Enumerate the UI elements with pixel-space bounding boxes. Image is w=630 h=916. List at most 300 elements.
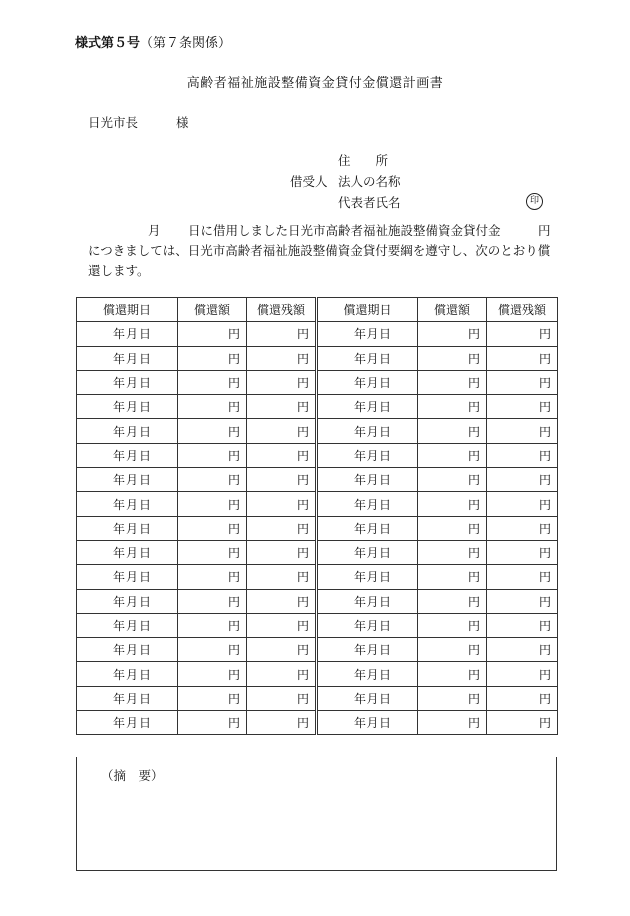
amount-cell[interactable] (247, 443, 317, 467)
table-row (77, 322, 558, 346)
year-label: 年 (354, 691, 367, 706)
table-row (77, 370, 558, 394)
yen-unit: 円 (467, 400, 480, 415)
yen-unit: 円 (467, 716, 480, 731)
month-label: 月 (366, 497, 379, 512)
yen-unit: 円 (467, 570, 480, 585)
yen-unit: 円 (467, 497, 480, 512)
amount-cell[interactable] (418, 540, 487, 564)
yen-unit: 円 (296, 716, 309, 731)
body-yen: 円 (538, 223, 551, 238)
year-label: 年 (113, 376, 126, 391)
month-label: 月 (366, 716, 379, 731)
amount-cell[interactable] (487, 711, 558, 735)
header-repayment-date: 償還期日 (317, 298, 418, 322)
day-label: 日 (138, 473, 151, 488)
table-row (77, 419, 558, 443)
year-label: 年 (113, 351, 126, 366)
amount-cell[interactable] (247, 346, 317, 370)
yen-unit: 円 (538, 473, 551, 488)
form-number-ref: （第７条関係） (140, 36, 232, 51)
header-repayment-date: 償還期日 (77, 298, 178, 322)
amount-cell[interactable] (178, 492, 247, 516)
yen-unit: 円 (296, 521, 309, 536)
yen-unit: 円 (467, 327, 480, 342)
year-label: 年 (354, 594, 367, 609)
date-cell[interactable] (317, 492, 418, 516)
amount-cell[interactable] (487, 589, 558, 613)
yen-unit: 円 (467, 448, 480, 463)
yen-unit: 円 (538, 327, 551, 342)
day-label: 日 (378, 351, 391, 366)
yen-unit: 円 (538, 594, 551, 609)
yen-unit: 円 (467, 546, 480, 561)
date-cell[interactable] (77, 711, 178, 735)
year-label: 年 (354, 327, 367, 342)
day-label: 日 (378, 667, 391, 682)
yen-unit: 円 (538, 376, 551, 391)
form-number-main: 様式第５号 (75, 36, 141, 51)
amount-cell[interactable] (487, 443, 558, 467)
year-label: 年 (113, 546, 126, 561)
year-label: 年 (113, 521, 126, 536)
yen-unit: 円 (227, 594, 240, 609)
date-cell[interactable] (77, 370, 178, 394)
amount-cell[interactable] (418, 492, 487, 516)
amount-cell[interactable] (178, 540, 247, 564)
year-label: 年 (354, 619, 367, 633)
month-label: 月 (366, 400, 379, 415)
amount-cell[interactable] (418, 346, 487, 370)
yen-unit: 円 (538, 643, 551, 658)
year-label: 年 (113, 691, 126, 706)
yen-unit: 円 (538, 619, 551, 633)
amount-cell[interactable] (178, 395, 247, 419)
amount-cell[interactable] (178, 613, 247, 637)
date-cell[interactable] (317, 395, 418, 419)
date-cell[interactable] (317, 589, 418, 613)
addressee-name: 日光市長 (88, 115, 139, 130)
day-label: 日 (378, 400, 391, 415)
yen-unit: 円 (296, 691, 309, 706)
date-cell[interactable] (77, 638, 178, 662)
day-label: 日 (138, 497, 151, 512)
date-cell[interactable] (317, 419, 418, 443)
yen-unit: 円 (227, 546, 240, 561)
date-cell[interactable] (77, 686, 178, 710)
yen-unit: 円 (227, 424, 240, 439)
date-cell[interactable] (317, 346, 418, 370)
date-cell[interactable] (317, 322, 418, 346)
day-label: 日 (378, 570, 391, 585)
yen-unit: 円 (296, 667, 309, 682)
amount-cell[interactable] (487, 613, 558, 637)
date-cell[interactable] (317, 613, 418, 637)
day-label: 日 (378, 594, 391, 609)
table-row (77, 346, 558, 370)
amount-cell[interactable] (247, 322, 317, 346)
amount-cell[interactable] (487, 346, 558, 370)
amount-cell[interactable] (418, 419, 487, 443)
address-label: 住 所 (338, 153, 389, 168)
amount-cell[interactable] (247, 419, 317, 443)
yen-unit: 円 (538, 497, 551, 512)
month-label: 月 (125, 497, 138, 512)
day-label: 日 (138, 546, 151, 561)
month-label: 月 (366, 594, 379, 609)
year-label: 年 (113, 424, 126, 439)
day-label: 日 (378, 619, 391, 633)
year-label: 年 (113, 716, 126, 731)
year-label: 年 (354, 376, 367, 391)
date-cell[interactable] (77, 589, 178, 613)
date-cell[interactable] (77, 516, 178, 540)
month-label: 月 (125, 594, 138, 609)
day-label: 日 (138, 594, 151, 609)
table-row (77, 565, 558, 589)
amount-cell[interactable] (418, 395, 487, 419)
date-cell[interactable] (77, 419, 178, 443)
table-row (77, 638, 558, 662)
month-label: 月 (366, 546, 379, 561)
month-label: 月 (366, 327, 379, 342)
year-label: 年 (113, 594, 126, 609)
header-repayment-amount: 償還額 (418, 298, 487, 322)
yen-unit: 円 (227, 619, 240, 633)
table-row (77, 613, 558, 637)
date-cell[interactable] (77, 443, 178, 467)
date-cell[interactable] (317, 686, 418, 710)
yen-unit: 円 (227, 691, 240, 706)
day-label: 日 (378, 643, 391, 658)
amount-cell[interactable] (247, 370, 317, 394)
month-label: 月 (366, 619, 379, 633)
year-label: 年 (354, 643, 367, 658)
remarks-box (76, 757, 557, 871)
day-label: 日 (138, 667, 151, 682)
body-paragraph (88, 221, 552, 281)
date-cell[interactable] (77, 346, 178, 370)
addressee-suffix: 様 (176, 115, 189, 130)
date-cell[interactable] (317, 565, 418, 589)
amount-cell[interactable] (247, 613, 317, 637)
yen-unit: 円 (538, 400, 551, 415)
repayment-schedule-table (76, 297, 558, 735)
yen-unit: 円 (227, 643, 240, 658)
header-remaining-balance: 償還残額 (487, 298, 558, 322)
year-label: 年 (113, 570, 126, 585)
year-label: 年 (113, 667, 126, 682)
date-cell[interactable] (317, 370, 418, 394)
amount-cell[interactable] (418, 468, 487, 492)
amount-cell[interactable] (247, 638, 317, 662)
year-label: 年 (113, 327, 126, 342)
day-label: 日 (138, 691, 151, 706)
month-label: 月 (125, 424, 138, 439)
yen-unit: 円 (538, 351, 551, 366)
amount-cell[interactable] (418, 589, 487, 613)
seal-mark: 印 (526, 193, 543, 210)
amount-cell[interactable] (418, 638, 487, 662)
yen-unit: 円 (227, 521, 240, 536)
amount-cell[interactable] (487, 540, 558, 564)
addressee (88, 113, 189, 131)
amount-cell[interactable] (487, 638, 558, 662)
year-label: 年 (113, 400, 126, 415)
body-day-text: 日に借用しました日光市高齢者福祉施設整備資金貸付金 (188, 223, 501, 238)
month-label: 月 (125, 716, 138, 731)
table-row (77, 516, 558, 540)
amount-cell[interactable] (247, 468, 317, 492)
table-header-row (77, 298, 558, 322)
yen-unit: 円 (467, 521, 480, 536)
day-label: 日 (378, 497, 391, 512)
amount-cell[interactable] (247, 492, 317, 516)
header-remaining-balance: 償還残額 (247, 298, 317, 322)
table-row (77, 443, 558, 467)
month-label: 月 (366, 424, 379, 439)
month-label: 月 (125, 351, 138, 366)
day-label: 日 (138, 619, 151, 633)
day-label: 日 (138, 424, 151, 439)
table-row (77, 540, 558, 564)
year-label: 年 (113, 497, 126, 512)
date-cell[interactable] (77, 565, 178, 589)
month-label: 月 (125, 521, 138, 536)
yen-unit: 円 (227, 497, 240, 512)
year-label: 年 (113, 473, 126, 488)
yen-unit: 円 (296, 546, 309, 561)
day-label: 日 (138, 327, 151, 342)
month-label: 月 (366, 351, 379, 366)
yen-unit: 円 (467, 691, 480, 706)
date-cell[interactable] (317, 662, 418, 686)
month-label: 月 (366, 570, 379, 585)
month-label: 月 (125, 327, 138, 342)
yen-unit: 円 (296, 570, 309, 585)
amount-cell[interactable] (247, 565, 317, 589)
yen-unit: 円 (296, 594, 309, 609)
amount-cell[interactable] (487, 322, 558, 346)
amount-cell[interactable] (247, 711, 317, 735)
month-label: 月 (366, 376, 379, 391)
month-label: 月 (125, 376, 138, 391)
yen-unit: 円 (227, 667, 240, 682)
month-label: 月 (366, 643, 379, 658)
document-title: 高齢者福祉施設整備資金貸付金償還計画書 (186, 76, 444, 91)
year-label: 年 (354, 497, 367, 512)
amount-cell[interactable] (178, 589, 247, 613)
yen-unit: 円 (467, 376, 480, 391)
yen-unit: 円 (296, 376, 309, 391)
year-label: 年 (354, 351, 367, 366)
amount-cell[interactable] (247, 662, 317, 686)
corporation-name-label: 法人の名称 (338, 174, 401, 189)
day-label: 日 (138, 521, 151, 536)
day-label: 日 (378, 546, 391, 561)
amount-cell[interactable] (418, 686, 487, 710)
day-label: 日 (378, 521, 391, 536)
amount-cell[interactable] (418, 711, 487, 735)
year-label: 年 (113, 643, 126, 658)
date-cell[interactable] (317, 638, 418, 662)
yen-unit: 円 (538, 448, 551, 463)
amount-cell[interactable] (178, 516, 247, 540)
amount-cell[interactable] (487, 516, 558, 540)
yen-unit: 円 (227, 400, 240, 415)
remarks-label: （摘 要） (101, 768, 164, 783)
body-rest: につきましては、日光市高齢者福祉施設整備資金貸付要綱を遵守し、次のとおり償還します。 (88, 243, 551, 278)
amount-cell[interactable] (178, 419, 247, 443)
amount-cell[interactable] (178, 662, 247, 686)
amount-cell[interactable] (178, 370, 247, 394)
amount-cell[interactable] (418, 613, 487, 637)
yen-unit: 円 (467, 643, 480, 658)
amount-cell[interactable] (178, 686, 247, 710)
amount-cell[interactable] (178, 638, 247, 662)
yen-unit: 円 (227, 473, 240, 488)
amount-cell[interactable] (487, 686, 558, 710)
day-label: 日 (378, 473, 391, 488)
day-label: 日 (378, 716, 391, 731)
yen-unit: 円 (467, 424, 480, 439)
day-label: 日 (378, 424, 391, 439)
yen-unit: 円 (296, 400, 309, 415)
amount-cell[interactable] (247, 540, 317, 564)
date-cell[interactable] (77, 613, 178, 637)
amount-cell[interactable] (487, 468, 558, 492)
amount-cell[interactable] (418, 662, 487, 686)
day-label: 日 (138, 351, 151, 366)
month-label: 月 (125, 400, 138, 415)
amount-cell[interactable] (178, 565, 247, 589)
date-cell[interactable] (317, 516, 418, 540)
year-label: 年 (354, 716, 367, 731)
yen-unit: 円 (227, 327, 240, 342)
year-label: 年 (354, 448, 367, 463)
amount-cell[interactable] (247, 686, 317, 710)
date-cell[interactable] (77, 322, 178, 346)
year-label: 年 (354, 424, 367, 439)
amount-cell[interactable] (178, 346, 247, 370)
amount-cell[interactable] (178, 322, 247, 346)
date-cell[interactable] (77, 468, 178, 492)
date-cell[interactable] (77, 492, 178, 516)
year-label: 年 (354, 546, 367, 561)
day-label: 日 (138, 570, 151, 585)
amount-cell[interactable] (247, 395, 317, 419)
yen-unit: 円 (467, 619, 480, 633)
month-label: 月 (125, 667, 138, 682)
yen-unit: 円 (296, 448, 309, 463)
amount-cell[interactable] (418, 565, 487, 589)
amount-cell[interactable] (418, 516, 487, 540)
yen-unit: 円 (227, 351, 240, 366)
borrower-label: 借受人 (290, 174, 328, 189)
amount-cell[interactable] (178, 711, 247, 735)
month-label: 月 (125, 546, 138, 561)
amount-cell[interactable] (418, 443, 487, 467)
yen-unit: 円 (296, 643, 309, 658)
yen-unit: 円 (467, 473, 480, 488)
year-label: 年 (113, 448, 126, 463)
date-cell[interactable] (317, 540, 418, 564)
amount-cell[interactable] (487, 419, 558, 443)
applicant-block (290, 150, 550, 213)
month-label: 月 (125, 691, 138, 706)
yen-unit: 円 (467, 667, 480, 682)
yen-unit: 円 (296, 327, 309, 342)
month-label: 月 (366, 521, 379, 536)
amount-cell[interactable] (247, 516, 317, 540)
amount-cell[interactable] (487, 492, 558, 516)
yen-unit: 円 (538, 667, 551, 682)
table-row (77, 468, 558, 492)
amount-cell[interactable] (178, 443, 247, 467)
amount-cell[interactable] (247, 589, 317, 613)
table-row (77, 492, 558, 516)
yen-unit: 円 (227, 376, 240, 391)
yen-unit: 円 (467, 594, 480, 609)
yen-unit: 円 (227, 716, 240, 731)
month-label: 月 (125, 643, 138, 658)
month-label: 月 (366, 473, 379, 488)
yen-unit: 円 (538, 546, 551, 561)
day-label: 日 (138, 376, 151, 391)
table-row (77, 589, 558, 613)
yen-unit: 円 (538, 424, 551, 439)
yen-unit: 円 (227, 448, 240, 463)
date-cell[interactable] (317, 443, 418, 467)
date-cell[interactable] (77, 540, 178, 564)
amount-cell[interactable] (487, 370, 558, 394)
date-cell[interactable] (77, 395, 178, 419)
month-label: 月 (366, 691, 379, 706)
table-row (77, 662, 558, 686)
amount-cell[interactable] (418, 370, 487, 394)
month-label: 月 (125, 570, 138, 585)
date-cell[interactable] (77, 662, 178, 686)
yen-unit: 円 (296, 497, 309, 512)
month-label: 月 (366, 448, 379, 463)
amount-cell[interactable] (487, 395, 558, 419)
form-number (75, 32, 231, 51)
yen-unit: 円 (296, 619, 309, 633)
month-label: 月 (125, 619, 138, 633)
amount-cell[interactable] (487, 565, 558, 589)
day-label: 日 (378, 691, 391, 706)
yen-unit: 円 (538, 691, 551, 706)
header-repayment-amount: 償還額 (178, 298, 247, 322)
day-label: 日 (378, 376, 391, 391)
amount-cell[interactable] (178, 468, 247, 492)
year-label: 年 (354, 473, 367, 488)
yen-unit: 円 (296, 351, 309, 366)
body-month: 月 (148, 223, 161, 238)
date-cell[interactable] (317, 711, 418, 735)
year-label: 年 (354, 521, 367, 536)
day-label: 日 (378, 327, 391, 342)
table-row (77, 686, 558, 710)
amount-cell[interactable] (418, 322, 487, 346)
month-label: 月 (366, 667, 379, 682)
day-label: 日 (138, 448, 151, 463)
day-label: 日 (138, 643, 151, 658)
date-cell[interactable] (317, 468, 418, 492)
amount-cell[interactable] (487, 662, 558, 686)
month-label: 月 (125, 448, 138, 463)
year-label: 年 (354, 400, 367, 415)
